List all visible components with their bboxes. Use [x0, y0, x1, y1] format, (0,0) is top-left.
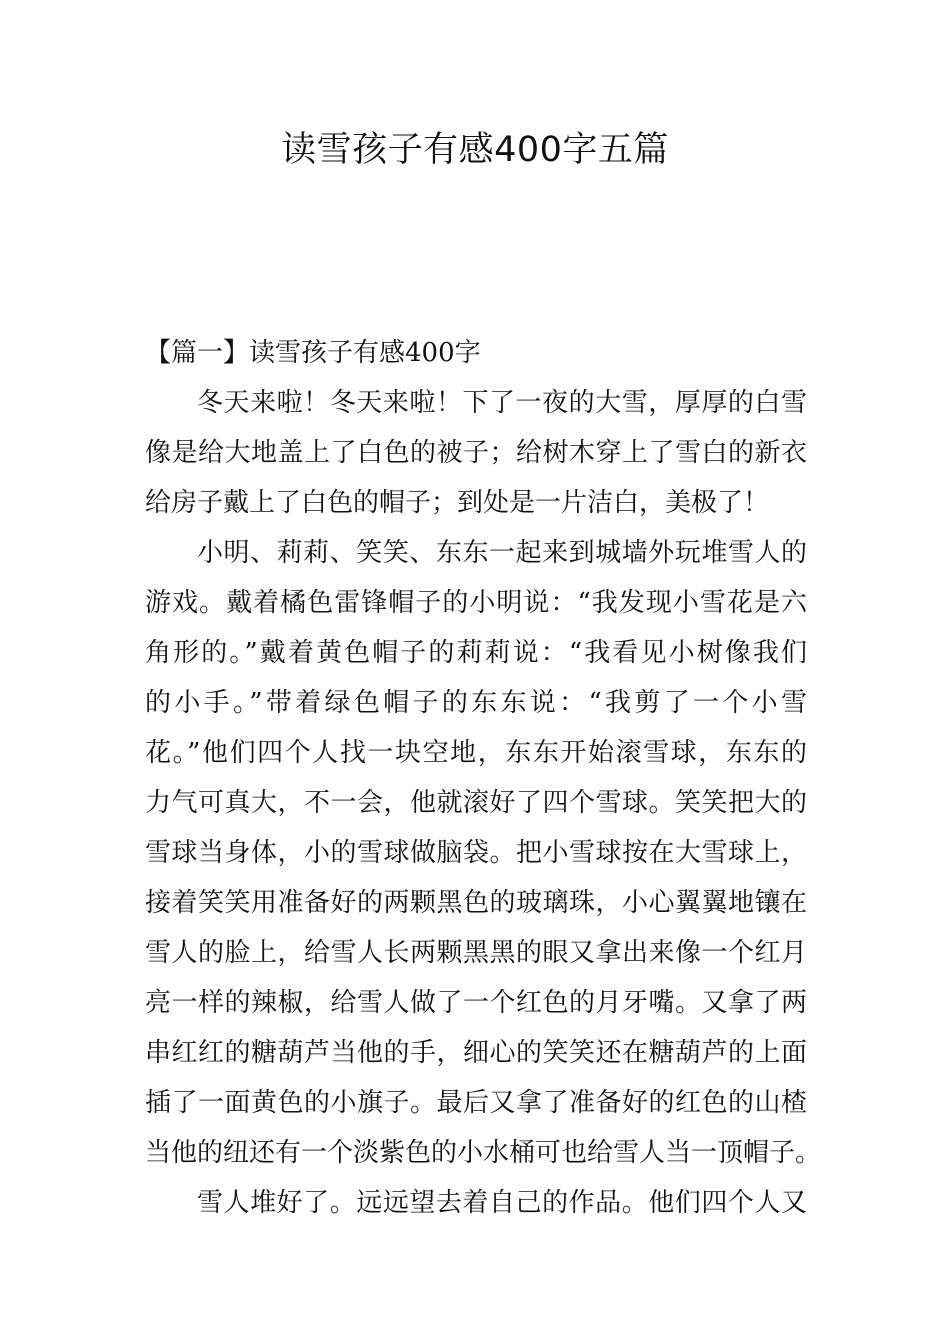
text-line: 插了一面黄色的小旗子。最后又拿了准备好的红色的山楂 — [145, 1088, 807, 1118]
text-line: 雪球当身体，小的雪球做脑袋。把小雪球按在大雪球上， — [145, 838, 807, 868]
text-line: 游戏。戴着橘色雷锋帽子的小明说：“我发现小雪花是六 — [145, 588, 807, 618]
text-line: 雪人堆好了。远远望去着自己的作品。他们四个人又 — [197, 1188, 807, 1218]
text-line: 的小手。”带着绿色帽子的东东说：“我剪了一个小雪 — [145, 688, 807, 718]
paragraph-1 — [145, 378, 807, 528]
text-line: 雪人的脸上，给雪人长两颗黑黑的眼又拿出来像一个红月 — [145, 938, 807, 968]
paragraph-3 — [145, 1178, 807, 1228]
text-line: 冬天来啦！冬天来啦！下了一夜的大雪，厚厚的白雪 — [197, 388, 807, 418]
text-line: 串红红的糖葫芦当他的手，细心的笑笑还在糖葫芦的上面 — [145, 1038, 807, 1068]
text-line: 角形的。”戴着黄色帽子的莉莉说：“我看见小树像我们 — [145, 638, 807, 668]
text-line: 像是给大地盖上了白色的被子；给树木穿上了雪白的新衣 — [145, 438, 807, 468]
document-body — [145, 328, 822, 1228]
section-heading: 【篇一】读雪孩子有感400字 — [145, 338, 481, 368]
text-line: 接着笑笑用准备好的两颗黑色的玻璃珠，小心翼翼地镶在 — [145, 888, 807, 918]
text-line: 力气可真大，不一会，他就滚好了四个雪球。笑笑把大的 — [145, 788, 807, 818]
text-line: 亮一样的辣椒，给雪人做了一个红色的月牙嘴。又拿了两 — [145, 988, 807, 1018]
document-title: 读雪孩子有感400字五篇 — [281, 130, 669, 170]
text-line: 小明、莉莉、笑笑、东东一起来到城墙外玩堆雪人的 — [197, 538, 807, 568]
text-line: 给房子戴上了白色的帽子；到处是一片洁白，美极了！ — [145, 488, 770, 518]
paragraph-2 — [145, 528, 822, 1178]
text-line: 花。”他们四个人找一块空地，东东开始滚雪球，东东的 — [145, 738, 807, 768]
text-line: 当他的纽还有一个淡紫色的小水桶可也给雪人当一顶帽子。 — [145, 1138, 822, 1168]
